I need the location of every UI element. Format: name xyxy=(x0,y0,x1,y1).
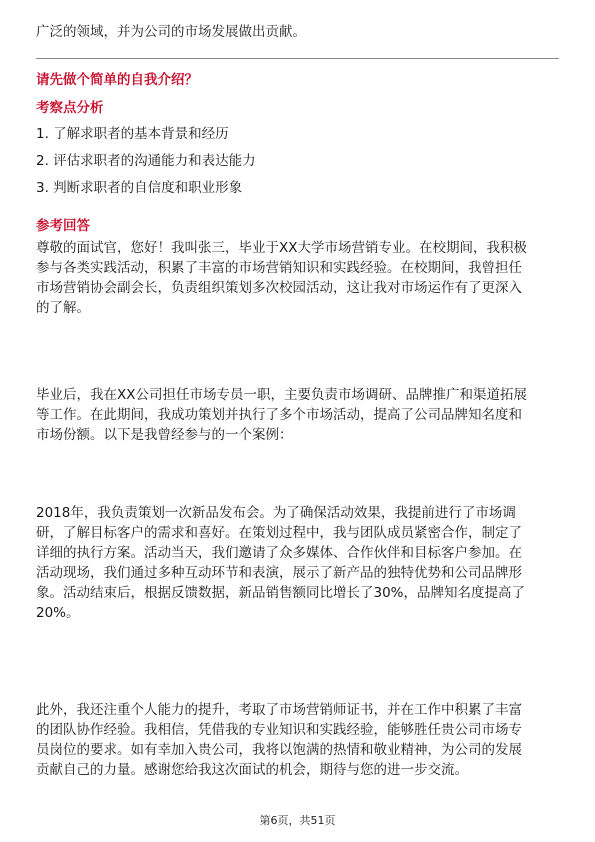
paragraph-line: 2018年，我负责策划一次新品发布会。为了确保活动效果，我提前进行了市场调 xyxy=(36,505,516,521)
paragraph-line: 员岗位的要求。如有幸加入贵公司，我将以饱满的热情和敬业精神，为公司的发展 xyxy=(36,742,522,758)
paragraph-line: 活动现场，我们通过多种互动环节和表演，展示了新产品的独特优势和公司品牌形 xyxy=(36,565,522,581)
paragraph-line: 研，了解目标客户的需求和喜好。在策划过程中，我与团队成员紧密合作，制定了 xyxy=(36,525,522,541)
answer-paragraph xyxy=(36,238,559,318)
answer-heading: 参考回答 xyxy=(36,218,90,234)
previous-section-text: 广泛的领域，并为公司的市场发展做出贡献。 xyxy=(36,24,306,40)
paragraph-line: 参与各类实践活动，积累了丰富的市场营销知识和实践经验。在校期间，我曾担任 xyxy=(36,260,522,276)
question-heading: 请先做个简单的自我介绍？ xyxy=(36,72,198,88)
paragraph-line: 详细的执行方案。活动当天，我们邀请了众多媒体、合作伙伴和目标客户参加。在 xyxy=(36,545,522,561)
paragraph-line: 贡献自己的力量。感谢您给我这次面试的机会，期待与您的进一步交流。 xyxy=(36,762,468,778)
paragraph-line: 20%。 xyxy=(36,605,80,621)
paragraph-line: 尊敬的面试官，您好！我叫张三，毕业于XX大学市场营销专业。在校期间，我积极 xyxy=(36,240,527,256)
section-divider xyxy=(36,58,559,59)
page-number: 第6页，共51页 xyxy=(259,814,336,827)
paragraph-line: 的了解。 xyxy=(36,300,90,316)
paragraph-line: 此外，我还注重个人能力的提升，考取了市场营销师证书，并在工作中积累了丰富 xyxy=(36,702,522,718)
paragraph-line: 等工作。在此期间，我成功策划并执行了多个市场活动，提高了公司品牌知名度和 xyxy=(36,407,522,423)
paragraph-line: 市场份额。以下是我曾经参与的一个案例： xyxy=(36,427,293,443)
analysis-point: 2. 评估求职者的沟通能力和表达能力 xyxy=(36,153,256,169)
answer-paragraph xyxy=(36,385,559,445)
paragraph-line: 市场营销协会副会长，负责组织策划多次校园活动，这让我对市场运作有了更深入 xyxy=(36,280,522,296)
analysis-point: 3. 判断求职者的自信度和职业形象 xyxy=(36,180,243,196)
analysis-point: 1. 了解求职者的基本背景和经历 xyxy=(36,126,229,142)
analysis-heading: 考察点分析 xyxy=(36,100,104,116)
paragraph-line: 象。活动结束后，根据反馈数据，新品销售额同比增长了30%，品牌知名度提高了 xyxy=(36,585,526,601)
answer-paragraph xyxy=(36,700,559,780)
paragraph-line: 毕业后，我在XX公司担任市场专员一职，主要负责市场调研、品牌推广和渠道拓展 xyxy=(36,387,527,403)
paragraph-line: 的团队协作经验。我相信，凭借我的专业知识和实践经验，能够胜任贵公司市场专 xyxy=(36,722,522,738)
answer-paragraph xyxy=(36,503,559,623)
